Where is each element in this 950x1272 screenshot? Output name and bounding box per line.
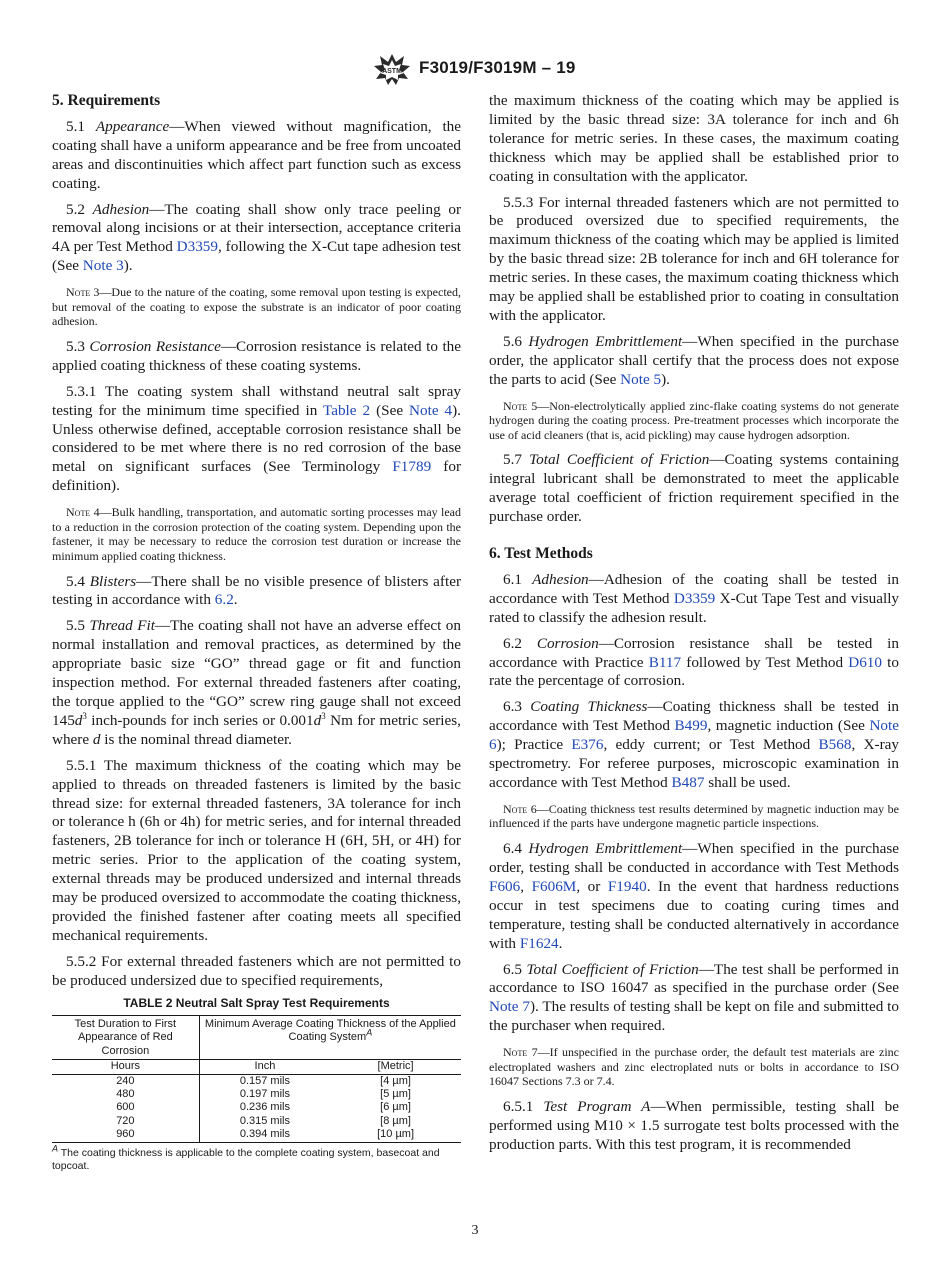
section-6-heading: 6. Test Methods [489,545,593,562]
link-note-5[interactable]: Note 5 [620,370,662,388]
left-column [52,92,461,991]
note-6: Note 6—Coating thickness test results determined by magnetic induction may be influenced if the parts have undergone magnetic particle inspections. [489,801,899,831]
table-row [52,1101,461,1114]
paragraph-5-2: 5.2 Adhesion—The coating shall show only trace peeling or removal along incisions or at their intersection, acceptance criteria 4A per Test Method D3359, following the X-Cut tape adhesion test (See Note 3). [52,200,461,275]
paragraph-6-5-1: 6.5.1 Test Program A—When permissible, testing shall be performed using M10 × 1.5 surrogate test bolts processed with the production parts. With this test program, it is recommended [489,1097,899,1153]
cell-hours: 600 [52,1101,199,1114]
link-d610[interactable]: D610 [848,653,882,671]
link-b568[interactable]: B568 [818,736,852,754]
table-row [52,1088,461,1101]
link-b487[interactable]: B487 [671,773,705,791]
link-table-2[interactable]: Table 2 [323,401,371,419]
cell-hours: 960 [52,1128,199,1142]
note-5: Note 5—Non-electrolytically applied zinc-flake coating systems do not generate hydrogen during the coating process. Pre-treatment processes which incorporate the use of acid cleaners (that is, acid pickling) may cause hydrogen adsorption. [489,398,899,442]
paragraph-6-4: 6.4 Hydrogen Embrittlement—When specified in the purchase order, testing shall be conducted in accordance with Test Methods F606, F606M, or F1940. In the event that hardness reductions occur in test specimens due to coating curing times and temperature, testing shall be conducted alternatively in accordance with F1624. [489,840,900,952]
page-number: 3 [471,1223,479,1238]
cell-inch: 0.157 mils [239,1074,290,1087]
cell-metric: [8 µm] [380,1114,411,1127]
paragraph-5-7: 5.7 Total Coefficient of Friction—Coating systems containing integral lubricant shall be demonstrated to meet the applicable average total coefficient of friction requirement specified in the purchase order. [489,451,900,526]
link-f1624[interactable]: F1624 [519,934,559,952]
cell-hours: 720 [52,1115,199,1128]
cell-inch: 0.236 mils [239,1101,290,1114]
cell-hours: 480 [52,1088,199,1101]
cell-metric: [6 µm] [380,1101,411,1114]
paragraph-6-3: 6.3 Coating Thickness—Coating thickness shall be tested in accordance with Test Method B499, magnetic induction (See Note 6); Practice E376, eddy current; or Test Method B568, X-ray spectrometry. For referee purposes, microscopic examination in accordance with Test Method B487 shall be used. [489,698,900,791]
paragraph-5-5: 5.5 Thread Fit—The coating shall not have an adverse effect on normal installation and removal practices, as determined by the appropriate basic size “GO” thread gage or fit and function inspection method. For external threaded fasteners after coating, the torque applied to the “GO” screw ring gauge shall not exceed $145d^3$ inch-pounds for inch series or $0.001d^3$ Nm for metric series, where d is the nominal thread diameter. [52,617,461,748]
paragraph-6-1: 6.1 Adhesion—Adhesion of the coating shall be tested in accordance with Test Method D3359 X-Cut Tape Test and visually rated to classify the adhesion result. [489,570,900,626]
link-note-7[interactable]: Note 7 [489,998,530,1016]
link-f606[interactable]: F606 [489,877,521,895]
note-4: Note 4—Bulk handling, transportation, and automatic sorting processes may lead to a reduction in the corrosion protection of the coating system. Depending upon the fastener, it may be necessary to reduce the corrosion test duration or increase the minimum applied coating thickness. [52,505,461,563]
link-note-4[interactable]: Note 4 [409,401,453,419]
cell-metric: [5 µm] [380,1088,411,1101]
cell-metric: [10 µm] [330,1128,461,1142]
section-5-heading: 5. Requirements [52,92,161,109]
cell-inch: 0.315 mils [239,1114,290,1127]
table-2-footnote: $^A$ The coating thickness is applicable to the complete coating system, basecoat and topcoat. [52,1143,440,1172]
table-2-title: TABLE 2 Neutral Salt Spray Test Requirements [123,996,390,1010]
svg-text:ASTM: ASTM [382,68,402,75]
document-designation: F3019/F3019M – 19 [419,58,576,77]
paragraph-6-2: 6.2 Corrosion—Corrosion resistance shall be tested in accordance with Practice B117 followed by Test Method D610 to rate the percentage of corrosion. [489,634,899,690]
note-7: Note 7—If unspecified in the purchase order, the default test materials are zinc electroplated washers and zinc electroplated nuts or bolts in accordance to ISO 16047 Sections 7.3 or 7.4. [489,1045,899,1089]
link-b117[interactable]: B117 [648,653,682,671]
right-column [489,92,899,1155]
table-row [52,1128,461,1142]
paragraph-6-5: 6.5 Total Coefficient of Friction—The test shall be performed in accordance to ISO 16047 as specified in the purchase order (See Note 7). The results of testing shall be kept on file and submitted to the purchaser when required. [489,960,899,1035]
cell-inch: 0.394 mils [199,1128,330,1142]
link-d3359[interactable]: D3359 [176,238,218,256]
unit-hours: Hours [52,1060,199,1074]
table-row [52,1115,461,1128]
link-d3359[interactable]: D3359 [673,589,716,607]
link-e376[interactable]: E376 [571,736,604,754]
table-row [52,1074,461,1088]
paragraph-5-5-3: 5.5.3 For internal threaded fasteners which are not permitted to be produced oversized due to specified requirements, the maximum thickness of the coating which may be applied is limited by the basic thread size: 2B tolerance for inch and 6H tolerance for metric series. In these cases, the maximum coating thickness which may be applied shall be established prior to coating in consultation with the applicator. [489,193,899,324]
page-header [0,52,950,88]
link-note-6[interactable]: Note 6 [489,717,899,754]
cell-metric: [4 µm] [380,1074,411,1087]
paragraph-5-5-2-continued: the maximum thickness of the coating which may be applied is limited by the basic thread size: 3A tolerance for inch and 6h tolerance for metric series. In these cases, the maximum coating thickness which may be applied shall be established prior to coating in consultation with the applicator. [489,92,899,185]
link-b499[interactable]: B499 [674,717,708,735]
unit-inch: Inch [199,1060,330,1074]
paragraph-5-6: 5.6 Hydrogen Embrittlement—When specified in the purchase order, the applicator shall certify that the process does not expose the parts to acid (See Note 5). [489,332,900,388]
col-header-duration: Test Duration to First Appearance of Red Corrosion [52,1016,199,1060]
note-3: Note 3—Due to the nature of the coating, some removal upon testing is expected, but removal of the coating to expose the substrate is an indicator of poor coating adhesion. [52,285,461,329]
paragraph-5-3: 5.3 Corrosion Resistance—Corrosion resistance is related to the applied coating thickness of these coating systems. [52,337,462,374]
link-f1940[interactable]: F1940 [607,877,647,895]
paragraph-5-5-1: 5.5.1 The maximum thickness of the coating which may be applied to threads on threaded fasteners is limited by the basic thread size: for external threaded fasteners, 3A tolerance for inch or tolerance h (6h or 4h) for metric series, and for internal threaded fasteners, 2B tolerance for inch or tolerance H (6H, 5H, or 4H) for metric series. Prior to the application of the coating system, external threads may be produced undersized and internal threads may be produced oversized to accommodate the coating thickness, provided the finished fastener after coating meets all specified mechanical requirements. [52,756,461,944]
link-f1789[interactable]: F1789 [392,458,432,476]
link-note-3[interactable]: Note 3 [82,257,124,275]
table-2-grid [52,1015,461,1143]
link-f606m[interactable]: F606M [531,877,577,895]
unit-metric: [Metric] [330,1060,461,1074]
paragraph-5-4: 5.4 Blisters—There shall be no visible presence of blisters after testing in accordance with 6.2. [52,572,462,609]
astm-logo [372,52,412,86]
paragraph-5-1: 5.1 Appearance—When viewed without magnification, the coating shall have a uniform appearance and be free from uncoated areas and discontinuities which affect part function such as excess coating. [52,117,461,192]
table-2 [52,996,461,1173]
cell-inch: 0.197 mils [239,1088,290,1101]
link-6-2[interactable]: 6.2 [214,591,234,609]
paragraph-5-3-1: 5.3.1 The coating system shall withstand neutral salt spray testing for the minimum time specified in Table 2 (See Note 4). Unless otherwise defined, acceptable corrosion resistance shall be considered to be met where there is no red corrosion of the base metal on significant surfaces (See Terminology F1789 for definition). [52,382,461,495]
cell-hours: 240 [52,1074,199,1088]
paragraph-5-5-2: 5.5.2 For external threaded fasteners which are not permitted to be produced undersized due to specified requirements, [52,952,461,989]
col-header-thickness: Minimum Average Coating Thickness of the Applied Coating System$^A$ [199,1016,461,1060]
